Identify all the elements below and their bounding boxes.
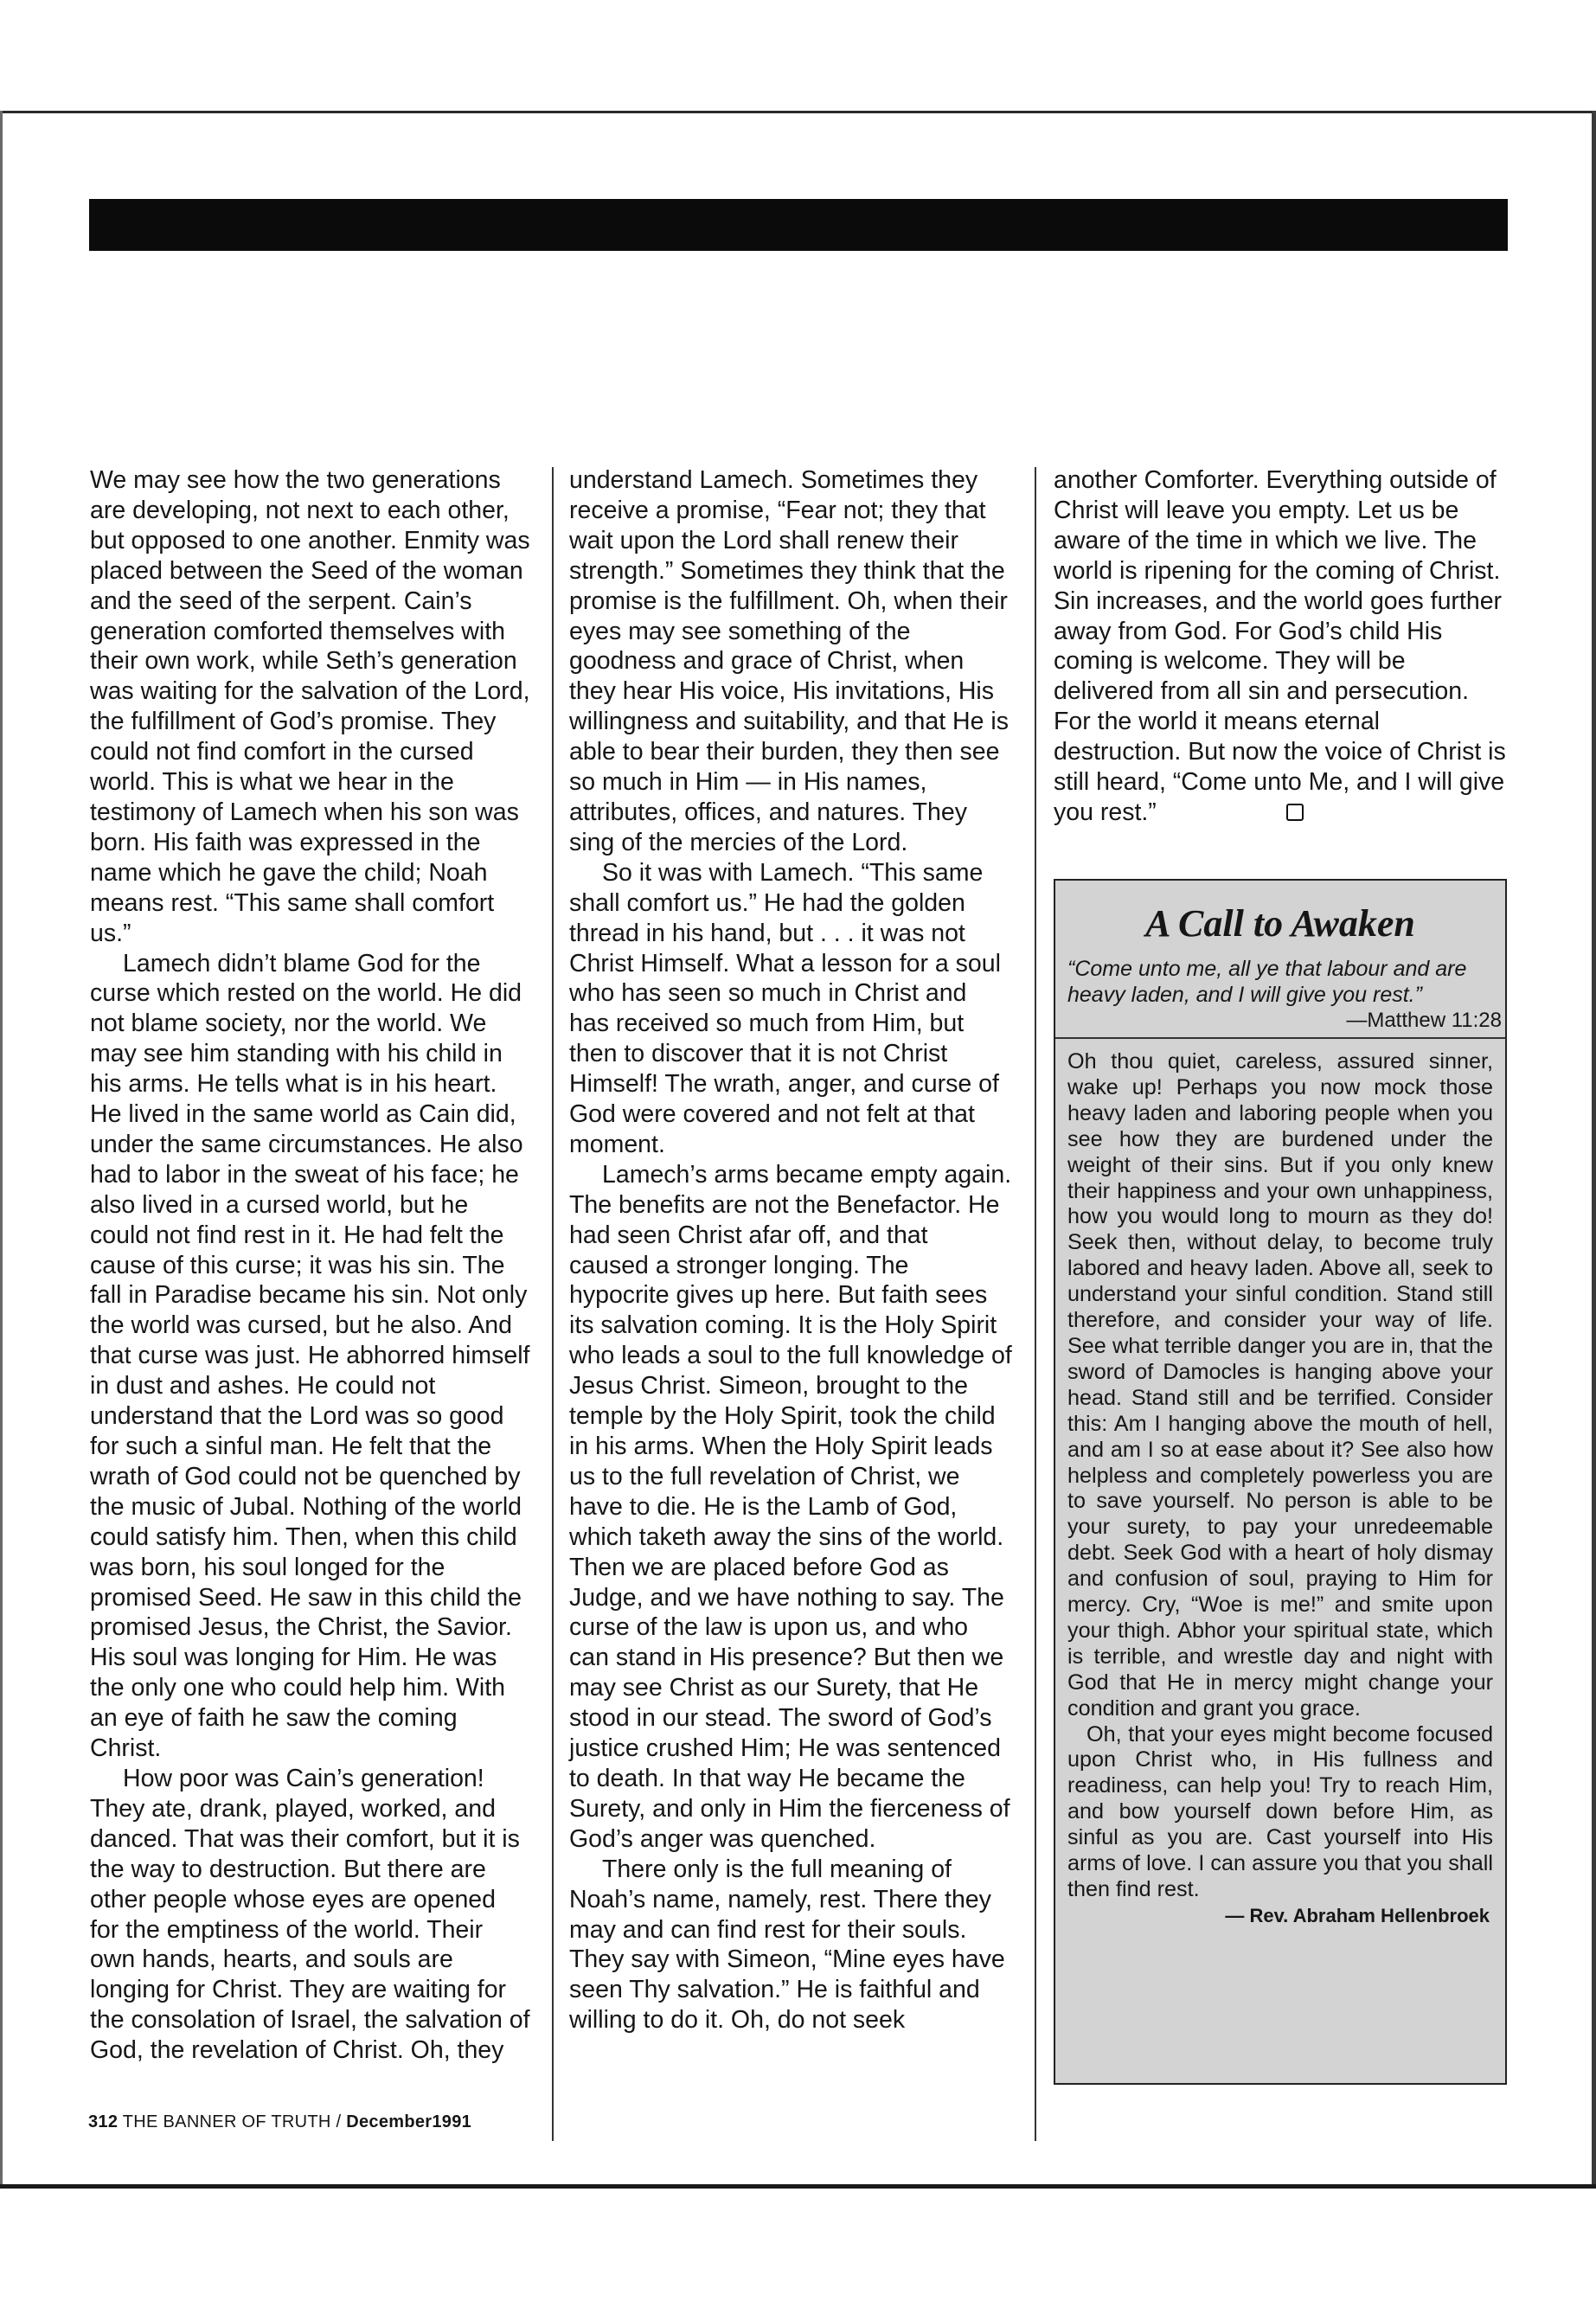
page-edge-bottom: [0, 2184, 1596, 2189]
paragraph: Lamech didn’t blame God for the curse which rested on the world. He did not blame society, nor the world. We may see him standing with his child in his arms. He tells what is in his heart. He lived in the same world as Cain did, under the same circumstances. He also had to labor in the sweat of his face; he also lived in a cursed world, but he could not find rest in it. He had felt the cause of this curse; it was his sin. The fall in Paradise became his sin. Not only the world was cursed, but he also. And that curse was just. He abhorred himself in dust and ashes. He could not understand that the Lord was so good for such a sinful man. He felt that the wrath of God could not be quenched by the music of Jubal. Nothing of the world could satisfy him. Then, when this child was born, his soul longed for the promised Seed. He saw in this child the promised Jesus, the Christ, the Savior. His soul was longing for Him. He was the only one who could help him. With an eye of faith he saw the coming Christ.: [90, 949, 530, 1763]
header-bar: [89, 199, 1508, 251]
sidebar-paragraph: Oh thou quiet, careless, assured sinner, wake up! Perhaps you now mock those heavy laden and laboring people when you see how they are burdened under the weight of their sins. But if you only knew their happiness and your own unhappiness, how you would long to mourn as they do! Seek then, without delay, to become truly labored and heavy laden. Above all, seek to understand your sinful condition. Stand still therefore, and consider your way of life. See what terrible danger you are in, that the sword of Damocles is hanging above your head. Stand still and be terrified. Consider this: Am I hanging above the mouth of hell, and am I so at ease about it? See also how helpless and completely powerless you are to save yourself. No person is able to be your surety, to pay your unredeemable debt. Seek God with a heart of holy dismay and confusion of soul, praying to Him for mercy. Cry, “Woe is me!” and smite upon your thigh. Abhor your spiritual state, which is terrible, and wrestle day and night with God that He in mercy might change your condition and grant you grace.: [1067, 1049, 1493, 1721]
sidebar-reference: —Matthew 11:28: [1346, 1009, 1502, 1032]
page-number: 312: [88, 2112, 119, 2131]
column-divider: [1035, 467, 1036, 2141]
article-column-1: [90, 465, 531, 2066]
page-edge-top: [0, 111, 1596, 113]
paragraph: There only is the full meaning of Noah’s name, namely, rest. There they may and can find rest for their souls. They say with Simeon, “Mine eyes have seen Thy salvation.” He is faithful and willing to do it. Oh, do not seek: [569, 1855, 1005, 2035]
paragraph: How poor was Cain’s generation! They ate, drank, played, worked, and danced. That was their comfort, but it is the way to destruction. But there are other people whose eyes are opened for the emptiness of the world. Their own hands, hearts, and souls are longing for Christ. They are waiting for the consolation of Israel, the salvation of God, the revelation of Christ. Oh, they: [90, 1764, 530, 2065]
page-footer: [88, 2112, 471, 2132]
sidebar-paragraph: Oh, that your eyes might become focused upon Christ who, in His fullness and readiness, can help you! Try to reach Him, and bow yourself down before Him, as sinful as you are. Cast yourself into His arms of love. I can assure you that you shall then find rest.: [1067, 1721, 1493, 1901]
sidebar-author: — Rev. Abraham Hellenbroek: [1225, 1904, 1490, 1926]
publication-name: THE BANNER OF TRUTH /: [122, 2112, 342, 2131]
sidebar-quote: “Come unto me, all ye that labour and are heavy laden, and I will give you rest.”: [1067, 957, 1467, 1007]
paragraph: Lamech’s arms became empty again. The benefits are not the Benefactor. He had seen Christ afar off, and that caused a stronger longing. The hypocrite gives up here. But faith sees its salvation coming. It is the Holy Spirit who leads a soul to the full knowledge of Jesus Christ. Simeon, brought to the temple by the Holy Spirit, took the child in his arms. When the Holy Spirit leads us to the full revelation of Christ, we have to die. He is the Lamb of God, which taketh away the sins of the world. Then we are placed before God as Judge, and we have nothing to say. The curse of the law is upon us, and who can stand in His presence? But then we may see Christ as our Surety, that He stood in our stead. The sword of God’s justice crushed Him; He was sentenced to death. In that way He became the Surety, and only in Him the fierceness of God’s anger was quenched.: [569, 1160, 1012, 1853]
paragraph: understand Lamech. Sometimes they receive a promise, “Fear not; they that wait upon the Lord shall renew their strength.” Sometimes they think that the promise is the fulfillment. Oh, when their eyes may see something of the goodness and grace of Christ, when they hear His voice, His invitations, His willingness and suitability, and that He is able to bear their burden, they then see so much in Him — in His names, attributes, offices, and natures. They sing of the mercies of the Lord.: [569, 466, 1009, 856]
paragraph-final: [1054, 465, 1510, 828]
sidebar-divider: [1055, 1037, 1505, 1039]
column-divider: [552, 467, 554, 2141]
end-of-article-icon: [1286, 804, 1304, 821]
page-edge-left: [0, 111, 3, 2187]
issue-date: December1991: [346, 2112, 472, 2131]
sidebar-title: A Call to Awaken: [1145, 902, 1415, 945]
paragraph-text: another Comforter. Everything outside of Christ will leave you empty. Let us be aware of the time in which we live. The world is ripening for the coming of Christ. Sin increases, and the world goes further away from God. For God’s child His coming is welcome. They will be delivered from all sin and persecution. For the world it means eternal destruction. But now the voice of Christ is still heard, “Come unto Me, and I will give you rest.”: [1054, 466, 1506, 826]
page-edge-right: [1592, 111, 1596, 2187]
article-column-2: [569, 465, 1012, 2035]
sidebar-body: [1055, 1049, 1505, 1903]
article-column-3: [1054, 465, 1510, 828]
paragraph: We may see how the two generations are developing, not next to each other, but opposed to one another. Enmity was placed between the Seed of the woman and the seed of the serpent. Cain’s generation comforted themselves with their own work, while Seth’s generation was waiting for the salvation of the Lord, the fulfillment of God’s promise. They could not find comfort in the cursed world. This is what we hear in the testimony of Lamech when his son was born. His faith was expressed in the name which he gave the child; Noah means rest. “This same shall comfort us.”: [90, 466, 530, 947]
sidebar-box: [1054, 879, 1507, 2085]
paragraph: So it was with Lamech. “This same shall comfort us.” He had the golden thread in his hand, but . . . it was not Christ Himself. What a lesson for a soul who has seen so much in Christ and has received so much from Him, but then to discover that it is not Christ Himself! The wrath, anger, and curse of God were covered and not felt at that moment.: [569, 858, 1001, 1158]
